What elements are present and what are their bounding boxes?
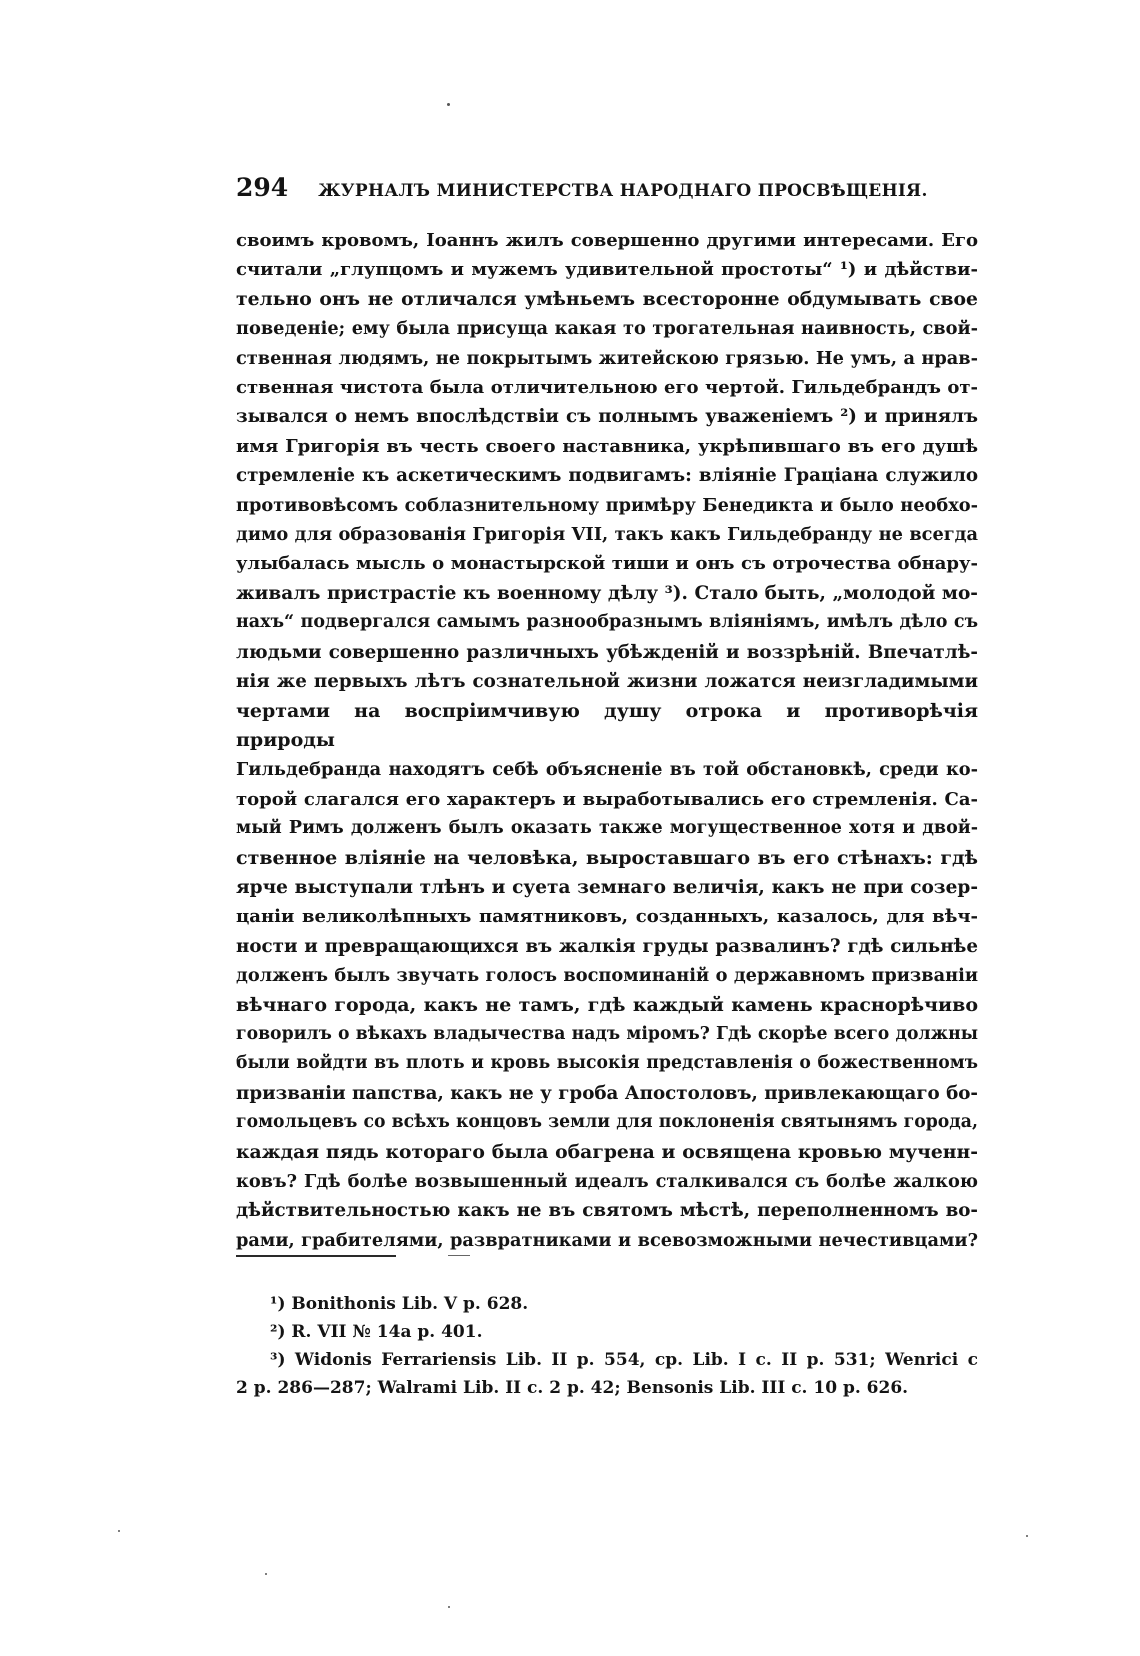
footnote-3: ³) Widonis Ferrariensis Lib. II p. 554, cp. Lib. I c. II p. 531; Wenrici c — [270, 1350, 978, 1370]
footnotes — [236, 1290, 978, 1402]
text-line: ственная чистота была отличительною его чертой. Гильдебрандъ от- — [236, 377, 978, 399]
text-line: людьми совершенно различныхъ убѣжденій и воззрѣній. Впечатлѣ- — [236, 641, 978, 663]
text-line: нія же первыхъ лѣтъ сознательной жизни ложатся неизгладимыми — [236, 671, 978, 693]
text-line: стремленіе къ аскетическимъ подвигамъ: вліяніе Граціана служило — [236, 465, 978, 487]
text-line: вѣчнаго города, какъ не тамъ, гдѣ каждый камень краснорѣчиво — [236, 993, 978, 1016]
text-line: живалъ пристрастіе къ военному дѣлу ³). Стало быть, „молодой мо- — [236, 582, 978, 604]
footnote-3-continued: 2 p. 286—287; Walrami Lib. II c. 2 p. 42; Bensonis Lib. III c. 10 p. 626. — [236, 1378, 909, 1398]
footnote-rule-stub — [448, 1255, 470, 1256]
text-line: поведеніе; ему была присуща какая то трогательная наивность, свой- — [236, 318, 978, 340]
text-line: дѣйствительностью какъ не въ святомъ мѣстѣ, переполненномъ во- — [236, 1200, 978, 1222]
page-header — [236, 173, 976, 202]
text-line: цаніи великолѣпныхъ памятниковъ, созданныхъ, казалось, для вѣч- — [236, 906, 978, 928]
footnote-rule — [236, 1255, 396, 1257]
text-line: каждая пядь котораго была обагрена и освящена кровью мученн- — [236, 1140, 978, 1163]
text-line: ственное вліяніе на человѣка, выроставшаго въ его стѣнахъ: гдѣ — [236, 846, 978, 869]
text-line: ственная людямъ, не покрытымъ житейскою грязью. Не умъ, а нрав- — [236, 347, 978, 369]
text-line: считали „глупцомъ и мужемъ удивительной простоты“ ¹) и дѣйстви- — [236, 259, 978, 281]
page-number: 294 — [236, 173, 289, 202]
footnote-2: ²) R. VII № 14a p. 401. — [270, 1322, 483, 1342]
footnote-1: ¹) Bonithonis Lib. V p. 628. — [270, 1294, 529, 1314]
page-speck — [265, 1573, 267, 1575]
text-line: мый Римъ долженъ былъ оказать также могущественное хотя и двой- — [236, 818, 978, 839]
text-line: ярче выступали тлѣнъ и суета земнаго величія, какъ не при созер- — [236, 876, 978, 898]
text-line: противовѣсомъ соблазнительному примѣру Бенедикта и было необхо- — [236, 494, 978, 516]
text-line: гомольцевъ со всѣхъ концовъ земли для поклоненія святынямъ города, — [236, 1112, 978, 1133]
text-line: Гильдебранда находятъ себѣ объясненіе въ той обстановкѣ, среди ко- — [236, 759, 978, 781]
text-line: призваніи папства, какъ не у гроба Апостоловъ, привлекающаго бо- — [236, 1082, 978, 1104]
text-line: были войдти въ плоть и кровь высокія представленія о божественномъ — [236, 1053, 978, 1074]
body-text — [236, 226, 978, 1255]
text-line: имя Григорія въ честь своего наставника, укрѣпившаго въ его душѣ — [236, 435, 978, 457]
page-speck — [118, 1530, 120, 1532]
page-speck — [1026, 1535, 1028, 1537]
page-speck — [448, 1606, 450, 1608]
text-line: нахъ“ подвергался самымъ разнообразнымъ вліяніямъ, имѣлъ дѣло съ — [236, 612, 978, 633]
text-line: рами, грабителями, развратниками и всевозможными нечестивцами? — [236, 1229, 978, 1251]
text-line: долженъ былъ звучать голосъ воспоминаній о державномъ призваніи — [236, 965, 978, 987]
text-line: говорилъ о вѣкахъ владычества надъ міромъ? Гдѣ скорѣе всего должны — [236, 1023, 978, 1044]
text-line: тельно онъ не отличался умѣньемъ всесторонне обдумывать свое — [236, 287, 978, 310]
text-line: улыбалась мысль о монастырской тиши и онъ съ отрочества обнару- — [236, 553, 978, 575]
text-line: торой слагался его характеръ и выработывались его стремленія. Са- — [236, 788, 978, 810]
running-head: ЖУРНАЛЪ МИНИСТЕРСТВА НАРОДНАГО ПРОСВѢЩЕНІЯ. — [318, 181, 928, 201]
text-line: своимъ кровомъ, Іоаннъ жилъ совершенно другими интересами. Его — [236, 230, 978, 251]
text-line: чертами на воспріимчивую душу отрока и противорѣчія природы — [236, 699, 978, 751]
text-line: ковъ? Гдѣ болѣе возвышенный идеалъ сталкивался съ болѣе жалкою — [236, 1171, 978, 1192]
text-line: зывался о немъ впослѣдствіи съ полнымъ уваженіемъ ²) и принялъ — [236, 406, 978, 428]
text-line: ности и превращающихся въ жалкія груды развалинъ? гдѣ сильнѣе — [236, 935, 978, 957]
text-line: димо для образованія Григорія VII, такъ какъ Гильдебранду не всегда — [236, 524, 978, 546]
page-speck — [447, 103, 450, 106]
